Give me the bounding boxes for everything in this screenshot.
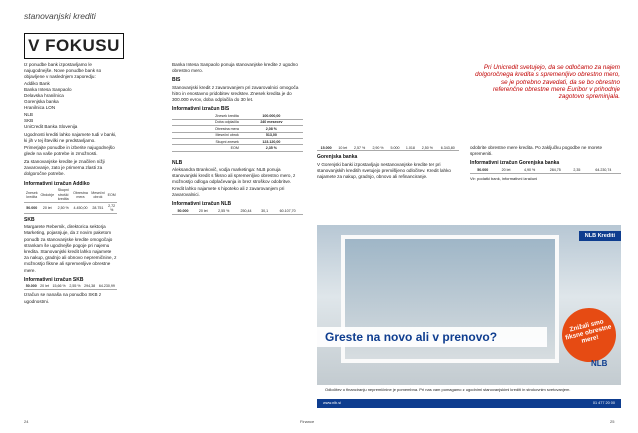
table-cell: 50.000 — [24, 203, 39, 214]
unicredit-table — [317, 145, 459, 151]
table-cell: 294,38 — [84, 284, 96, 289]
table-cell: Mesečni obrok — [172, 132, 240, 138]
col-header: Znesek kredita — [24, 188, 39, 203]
left-column — [24, 62, 117, 305]
info-title: Informativni izračun Gorenjska banka — [470, 160, 560, 167]
bis-table — [172, 113, 303, 151]
table-row — [470, 168, 621, 174]
table-cell: 240 mesecev — [240, 119, 303, 125]
paragraph: Ugodnosti krediti lahko najamete tudi v banki, ki jih v tej številki ne predstavljamo. Primerjajte ponudbe in izberite najugodnejšo glede na vaše potrebe in zmožnosti. — [24, 132, 117, 156]
section-label: stanovanjski krediti — [24, 11, 96, 21]
ad-url[interactable]: www.nlb.si — [323, 401, 341, 405]
table-cell: 50.000 — [25, 284, 37, 289]
pull-quote: Pri Unicredit svetujejo, da se odločamo za najem dolgoročnega kredita s spremenljivo obrestno mero, se je potrebno zavedati, da se bo obrestno referenčne obrestne mere Euribor v prihodnje zagotovo spreminjala. — [475, 64, 620, 101]
list-item: Gorenjska banka — [24, 99, 59, 105]
col-header: Skupni stroški kredita — [55, 188, 71, 203]
table-cell: 15,66 % — [52, 284, 66, 289]
table-cell: 1.018 — [403, 145, 418, 151]
table-cell: 2,55 % — [69, 284, 81, 289]
table-cell: 2,35 % — [240, 145, 303, 151]
table-row — [24, 203, 117, 214]
table-cell: 2,35 — [568, 168, 586, 174]
intro-text: Iz ponudbe bank izpostavljamo le najugodnejše. Nove ponudbe bank so objavljene v naslednjem zaporedju: — [24, 62, 102, 80]
table-cell: 64.230,74 — [586, 168, 621, 174]
paragraph: Za stanovanjske kredite je značilen nižji zavarovanje, zato je primerna zlasti za dolgoročne potrebe. — [24, 159, 105, 177]
table-cell: 5.000 — [387, 145, 402, 151]
ad-phone: 01 477 20 00 — [592, 401, 615, 405]
table-cell: 123.120,00 — [240, 139, 303, 145]
page-number-right: 25 — [610, 419, 615, 424]
paragraph: Margarete Rebernik, direktorica sektorja Marketing, pojasnjuje, da z novim paketom ponudb za stanovanjske kredite omogočajo strankam še ugodnejše pogoje pri najemu kredita. Stanovanjski kredit lahko najamete za nakup, gradnjo ali obnovo nepremičnine, z možnostjo fiksne ali spremenljive obrestne mere. — [24, 224, 117, 273]
table-cell: 2,55 % — [212, 208, 234, 214]
nlb-advertisement[interactable] — [317, 225, 621, 408]
info-title: Informativni izračun Addiko — [24, 180, 90, 187]
col-header: EOM — [106, 188, 117, 203]
table-cell: 50.000 — [172, 208, 194, 214]
promo-text: Znižali smo fiksne obrestne mere! — [564, 318, 613, 345]
list-item: Addiko Bank — [24, 80, 50, 86]
table-cell: 250,44 — [235, 208, 257, 214]
table-cell: Znesek kredita — [172, 113, 240, 119]
page-number-left: 24 — [24, 419, 29, 424]
page-center-label: Finance — [300, 419, 315, 424]
middle-column — [172, 62, 303, 215]
ad-title: Greste na novo ali v prenovo? — [325, 330, 498, 344]
col-header: Obdobje — [39, 188, 55, 203]
table-cell: 4.450,00 — [71, 203, 89, 214]
table-cell: 513,00 — [240, 132, 303, 138]
col-header: Obrestna mera — [71, 188, 89, 203]
info-title: Informativni izračun NLB — [172, 201, 232, 208]
table-cell: Skupni znesek — [172, 139, 240, 145]
section-heading: Gorenjska banka — [317, 154, 358, 161]
col-header: Mesečni obrok — [90, 188, 107, 203]
table-cell: 2,72 % — [108, 203, 116, 212]
ad-bottom-bar — [317, 399, 621, 408]
section-heading: SKB — [24, 216, 35, 223]
bank-list — [24, 81, 117, 131]
table-cell: Doba odplačila — [172, 119, 240, 125]
right-left-column — [317, 145, 459, 180]
table-cell: 2,50 % — [55, 203, 71, 214]
table-cell: EOM — [172, 145, 240, 151]
list-item: NLB — [24, 111, 33, 117]
table-cell: 20 let — [40, 284, 49, 289]
nlb-table — [172, 208, 303, 214]
list-item: Banka Intesa Sanpaolo — [24, 86, 72, 92]
table-cell: 2,08 % — [240, 126, 303, 132]
paragraph: Stanovanjski kredit z zavarovanjem pri zavarovalnici omogoča hitro in enostavno pridobitev sredstev. Znesek kredita je do 300.000 evrov, doba odplačila do 30 let. — [172, 84, 299, 103]
list-item: UniCredit Banka Slovenija — [24, 124, 78, 130]
table-cell: 6.343,80 — [437, 145, 459, 151]
footnote: Izračun se nanaša na ponudbo SKB z ugodnostmi. — [24, 292, 102, 304]
right-right-column — [470, 145, 621, 181]
paragraph: Banka Intesa Sanpaolo ponuja stanovanjske kredite z ugodno obrestno mero. — [172, 62, 298, 74]
table-cell: 10 let — [335, 145, 350, 151]
table-cell: 2,57 % — [350, 145, 368, 151]
table-row — [24, 284, 117, 290]
table-cell: 4,90 % — [517, 168, 543, 174]
list-item: Delavska hranilnica — [24, 93, 64, 99]
table-cell: 100.000,00 — [240, 113, 303, 119]
section-heading: BIS — [172, 77, 181, 84]
table-cell: 60.107,70 — [272, 208, 303, 214]
ad-body: Odločitev o financiranju nepremičnine je pomembna. Pri nas vam pomagamo z ugodnimi stanovanjskimi krediti in strokovnim svetovanjem. — [325, 387, 571, 392]
table-row — [172, 208, 303, 214]
table-cell: 2,50 % — [418, 145, 436, 151]
table-cell: 30,1 — [257, 208, 272, 214]
table-cell: 20 let — [194, 208, 212, 214]
rubric-title: V FOKUSU — [28, 36, 120, 55]
table-cell: 20 let — [39, 203, 55, 214]
list-item: SKB — [24, 117, 34, 123]
table-cell: 284,75 — [543, 168, 568, 174]
table-row — [172, 145, 303, 151]
footnote: Vir: podatki bank, informativni izračuni — [470, 176, 538, 182]
section-heading: NLB — [172, 159, 183, 166]
paragraph: odobrite obrestne mere kredita. Po zaključku pogodbe ne morete spremeniti. — [470, 145, 603, 157]
info-title: Informativni izračun BIS — [172, 106, 230, 113]
table-cell: 64.230,99 — [97, 284, 117, 290]
table-cell: Obrestna mera — [172, 126, 240, 132]
paragraph: Aleksandra Brankovič, vodja marketinga: NLB ponuja stanovanjski kredit s fiksno ali spremenljivo obrestno mero, z možnostjo odloga odplačevanja in brez stroškov odobritve. Kredit lahko najamete s hipoteko ali z zavarovanjem pri zavarovalnici. — [172, 167, 296, 197]
rubric-box — [24, 33, 124, 59]
skb-table — [24, 284, 117, 290]
ad-tag: NLB Krediti — [579, 231, 621, 241]
paragraph: V Gorenjski banki izpostavljajo nestanovanjske kredite ter pri stanovanjskih kreditih svetujejo premišljeno odločitev. Kredit lahko najamete za nakup, gradnjo, obnovo ali refinanciranje. — [317, 161, 451, 180]
ad-title-box — [317, 327, 547, 347]
gb-table — [470, 168, 621, 174]
table-cell: 15.000 — [317, 145, 335, 151]
addiko-table — [24, 188, 117, 214]
table-cell: 2,90 % — [369, 145, 387, 151]
table-cell: 28.751 — [90, 203, 107, 214]
table-row — [317, 145, 459, 151]
table-cell: 50.000 — [470, 168, 495, 174]
info-title: Informativni izračun SKB — [24, 276, 84, 283]
table-cell: 20 let — [495, 168, 516, 174]
list-item: Hranilnica LON — [24, 105, 56, 111]
nlb-logo: NLB — [591, 359, 608, 368]
